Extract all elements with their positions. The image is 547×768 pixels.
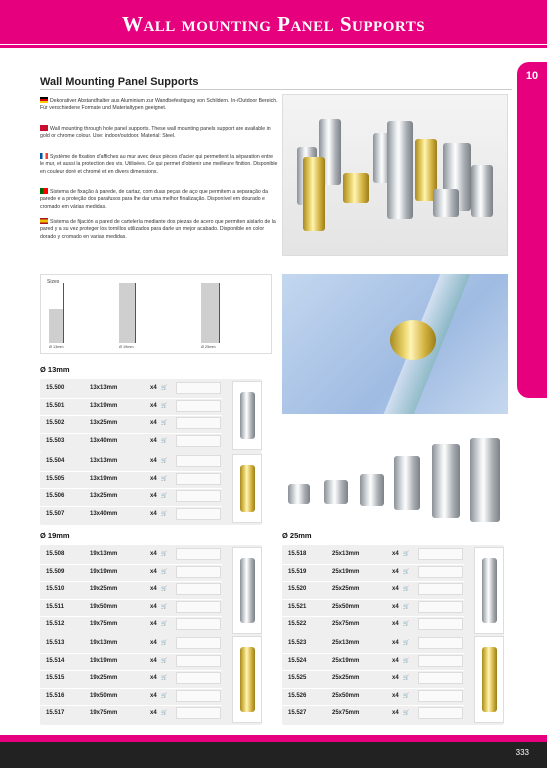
silver-support-icon bbox=[482, 558, 497, 623]
product-code: 15.508 bbox=[46, 551, 65, 557]
product-size: 19x75mm bbox=[90, 710, 118, 716]
order-quantity-field[interactable] bbox=[418, 655, 463, 667]
product-image bbox=[474, 636, 504, 723]
product-quantity: x4 bbox=[150, 621, 157, 627]
product-code: 15.527 bbox=[288, 710, 307, 716]
product-size: 19x75mm bbox=[90, 621, 118, 627]
cart-icon[interactable]: 🛒 bbox=[161, 420, 168, 426]
product-code: 15.505 bbox=[46, 475, 65, 482]
table-row bbox=[40, 600, 222, 614]
table-row bbox=[282, 617, 464, 631]
product-size: 25x19mm bbox=[332, 657, 360, 664]
product-quantity: x4 bbox=[392, 621, 399, 627]
description-text: Sistema de fixação à parede, de cartaz, com duas peças de aço que permitem a separação da parede e a proteção dos parafusos para lhe dar uma melhor finalização. Disponível em dourado e cromado em várias medidas. bbox=[40, 189, 269, 210]
description-en bbox=[40, 125, 278, 141]
size-caption: Ø 25mm bbox=[201, 345, 216, 349]
cart-icon[interactable]: 🛒 bbox=[403, 621, 410, 627]
description-fr bbox=[40, 153, 278, 176]
cart-icon[interactable]: 🛒 bbox=[403, 692, 410, 699]
cart-icon[interactable]: 🛒 bbox=[161, 385, 168, 391]
order-quantity-field[interactable] bbox=[176, 435, 221, 447]
product-size: 19x13mm bbox=[90, 551, 118, 557]
group-label-19: Ø 19mm bbox=[40, 531, 70, 540]
order-quantity-field[interactable] bbox=[176, 566, 221, 578]
product-quantity: x4 bbox=[150, 657, 157, 664]
product-code: 15.516 bbox=[46, 692, 65, 699]
gold-support-icon bbox=[240, 647, 255, 712]
order-quantity-field[interactable] bbox=[418, 548, 463, 560]
row-divider bbox=[40, 415, 222, 416]
product-photo-mounted bbox=[282, 274, 508, 414]
order-quantity-field[interactable] bbox=[176, 473, 221, 485]
size-diagram-13 bbox=[49, 283, 89, 343]
order-quantity-field[interactable] bbox=[176, 400, 221, 412]
cart-icon[interactable]: 🛒 bbox=[403, 640, 410, 646]
product-code: 15.504 bbox=[46, 458, 65, 464]
product-size: 19x50mm bbox=[90, 692, 118, 699]
product-quantity: x4 bbox=[392, 675, 399, 681]
product-image bbox=[232, 454, 262, 523]
product-image bbox=[232, 381, 262, 450]
product-code: 15.509 bbox=[46, 568, 65, 575]
product-photo-group bbox=[282, 94, 508, 256]
cart-icon[interactable]: 🛒 bbox=[161, 692, 168, 699]
size-caption: Ø 19mm bbox=[119, 345, 134, 349]
table-row bbox=[40, 582, 222, 596]
order-quantity-field[interactable] bbox=[176, 672, 221, 684]
section-tab[interactable] bbox=[517, 62, 547, 398]
product-size: 19x13mm bbox=[90, 640, 118, 646]
order-quantity-field[interactable] bbox=[176, 690, 221, 702]
group-label-25: Ø 25mm bbox=[282, 531, 312, 540]
product-quantity: x4 bbox=[150, 510, 157, 517]
row-divider bbox=[40, 398, 222, 399]
product-code: 15.517 bbox=[46, 710, 65, 716]
product-code: 15.526 bbox=[288, 692, 307, 699]
size-diagram-25 bbox=[201, 283, 241, 343]
product-quantity: x4 bbox=[150, 385, 157, 391]
product-size: 25x50mm bbox=[332, 692, 360, 699]
product-quantity: x4 bbox=[392, 551, 399, 557]
row-divider bbox=[40, 705, 222, 706]
cart-icon[interactable]: 🛒 bbox=[161, 510, 168, 517]
row-divider bbox=[40, 599, 222, 600]
table-row bbox=[282, 706, 464, 720]
product-quantity: x4 bbox=[392, 586, 399, 592]
table-row bbox=[40, 547, 222, 561]
row-divider bbox=[40, 471, 222, 472]
description-text: Sistema de fijación a pared de cartelería mediante dos piezas de acero que permiten aislarlo de la pared y a su vez proteger los tornillos utilizados para darle un mejor acabado. Disponible en color dorado y cromado en varias medidas. bbox=[40, 219, 276, 240]
order-quantity-field[interactable] bbox=[418, 707, 463, 719]
row-divider bbox=[282, 581, 464, 582]
product-code: 15.501 bbox=[46, 402, 65, 409]
cart-icon[interactable]: 🛒 bbox=[161, 603, 168, 610]
order-quantity-field[interactable] bbox=[176, 707, 221, 719]
cart-icon[interactable]: 🛒 bbox=[403, 586, 410, 592]
order-quantity-field[interactable] bbox=[176, 508, 221, 520]
cart-icon[interactable]: 🛒 bbox=[403, 675, 410, 681]
product-size: 25x13mm bbox=[332, 640, 360, 646]
order-quantity-field[interactable] bbox=[176, 618, 221, 630]
table-row bbox=[282, 671, 464, 685]
cart-icon[interactable]: 🛒 bbox=[403, 603, 410, 610]
product-quantity: x4 bbox=[150, 458, 157, 464]
order-quantity-field[interactable] bbox=[176, 382, 221, 394]
product-quantity: x4 bbox=[392, 640, 399, 646]
order-quantity-field[interactable] bbox=[176, 583, 221, 595]
product-size: 25x50mm bbox=[332, 603, 360, 610]
row-divider bbox=[40, 581, 222, 582]
order-quantity-field[interactable] bbox=[176, 455, 221, 467]
row-divider bbox=[282, 599, 464, 600]
table-row bbox=[282, 636, 464, 650]
header-rule bbox=[0, 45, 547, 48]
order-quantity-field[interactable] bbox=[418, 566, 463, 578]
product-code: 15.519 bbox=[288, 568, 307, 575]
product-code: 15.523 bbox=[288, 640, 307, 646]
row-divider bbox=[40, 564, 222, 565]
product-size: 13x40mm bbox=[90, 437, 118, 444]
order-quantity-field[interactable] bbox=[418, 618, 463, 630]
cart-icon[interactable]: 🛒 bbox=[161, 710, 168, 716]
order-quantity-field[interactable] bbox=[418, 672, 463, 684]
product-size: 13x25mm bbox=[90, 493, 118, 499]
product-code: 15.511 bbox=[46, 603, 65, 610]
table-row bbox=[40, 454, 222, 468]
description-pt bbox=[40, 188, 278, 211]
table-row bbox=[40, 689, 222, 703]
row-divider bbox=[282, 688, 464, 689]
product-size: 19x25mm bbox=[90, 586, 118, 592]
product-quantity: x4 bbox=[150, 437, 157, 444]
product-code: 15.503 bbox=[46, 437, 65, 444]
product-code: 15.524 bbox=[288, 657, 307, 664]
description-de bbox=[40, 97, 278, 113]
table-row bbox=[40, 472, 222, 486]
table-row bbox=[40, 671, 222, 685]
cart-icon[interactable]: 🛒 bbox=[403, 657, 410, 664]
product-quantity: x4 bbox=[150, 402, 157, 409]
cart-icon[interactable]: 🛒 bbox=[161, 475, 168, 482]
table-row bbox=[282, 654, 464, 668]
table-row bbox=[282, 600, 464, 614]
title-divider bbox=[40, 89, 512, 90]
table-row bbox=[40, 434, 222, 448]
cart-icon[interactable]: 🛒 bbox=[403, 710, 410, 716]
cart-icon[interactable]: 🛒 bbox=[161, 568, 168, 575]
product-quantity: x4 bbox=[150, 710, 157, 716]
group-label-13: Ø 13mm bbox=[40, 365, 70, 374]
order-quantity-field[interactable] bbox=[418, 690, 463, 702]
table-row bbox=[282, 689, 464, 703]
sizes-diagram bbox=[40, 274, 272, 354]
sizes-label: Sizes bbox=[47, 279, 60, 285]
description-es bbox=[40, 218, 278, 241]
product-size: 25x19mm bbox=[332, 568, 360, 575]
order-quantity-field[interactable] bbox=[176, 490, 221, 502]
row-divider bbox=[40, 616, 222, 617]
product-code: 15.518 bbox=[288, 551, 307, 557]
row-divider bbox=[40, 688, 222, 689]
product-quantity: x4 bbox=[150, 640, 157, 646]
row-divider bbox=[282, 705, 464, 706]
flag-es-icon bbox=[40, 218, 48, 224]
product-quantity: x4 bbox=[392, 603, 399, 610]
product-size: 25x75mm bbox=[332, 710, 360, 716]
product-code: 15.520 bbox=[288, 586, 307, 592]
product-quantity: x4 bbox=[150, 675, 157, 681]
gold-support-icon bbox=[482, 647, 497, 712]
cart-icon[interactable]: 🛒 bbox=[161, 657, 168, 664]
table-row bbox=[282, 547, 464, 561]
product-quantity: x4 bbox=[392, 657, 399, 664]
section-tab-number: 10 bbox=[525, 70, 539, 82]
row-divider bbox=[40, 433, 222, 434]
product-size: 13x19mm bbox=[90, 402, 118, 409]
product-code: 15.522 bbox=[288, 621, 307, 627]
product-code: 15.513 bbox=[46, 640, 65, 646]
table-row bbox=[40, 654, 222, 668]
silver-support-icon bbox=[240, 558, 255, 623]
cart-icon[interactable]: 🛒 bbox=[403, 568, 410, 575]
product-quantity: x4 bbox=[150, 603, 157, 610]
order-quantity-field[interactable] bbox=[418, 601, 463, 613]
cart-icon[interactable]: 🛒 bbox=[161, 675, 168, 681]
cart-icon[interactable]: 🛒 bbox=[403, 551, 410, 557]
product-code: 15.525 bbox=[288, 675, 307, 681]
row-divider bbox=[40, 488, 222, 489]
cart-icon[interactable]: 🛒 bbox=[161, 402, 168, 409]
order-quantity-field[interactable] bbox=[418, 583, 463, 595]
size-caption: Ø 13mm bbox=[49, 345, 64, 349]
footer-rule bbox=[0, 735, 547, 742]
order-quantity-field[interactable] bbox=[418, 637, 463, 649]
product-quantity: x4 bbox=[150, 586, 157, 592]
flag-pt-icon bbox=[40, 188, 48, 194]
product-quantity: x4 bbox=[150, 475, 157, 482]
order-quantity-field[interactable] bbox=[176, 655, 221, 667]
product-photo-sizes bbox=[282, 430, 508, 525]
product-size: 25x25mm bbox=[332, 586, 360, 592]
row-divider bbox=[282, 616, 464, 617]
table-row bbox=[40, 565, 222, 579]
product-size: 19x19mm bbox=[90, 657, 118, 664]
cart-icon[interactable]: 🛒 bbox=[161, 493, 168, 499]
table-row bbox=[40, 489, 222, 503]
product-code: 15.521 bbox=[288, 603, 307, 610]
product-quantity: x4 bbox=[150, 420, 157, 426]
product-size: 19x50mm bbox=[90, 603, 118, 610]
description-text: Wall mounting through hole panel supports. These wall mounting panels support are available in gold or chrome colour. Use: indoor/outdoor. Material: Steel. bbox=[40, 126, 271, 140]
product-size: 13x25mm bbox=[90, 420, 118, 426]
table-row bbox=[282, 565, 464, 579]
product-code: 15.515 bbox=[46, 675, 65, 681]
product-size: 19x19mm bbox=[90, 568, 118, 575]
product-code: 15.514 bbox=[46, 657, 65, 664]
cart-icon[interactable]: 🛒 bbox=[161, 586, 168, 592]
product-size: 13x19mm bbox=[90, 475, 118, 482]
footer-bar bbox=[0, 742, 547, 768]
silver-support-icon bbox=[240, 392, 255, 439]
cart-icon[interactable]: 🛒 bbox=[161, 551, 168, 557]
product-size: 13x13mm bbox=[90, 458, 118, 464]
product-code: 15.507 bbox=[46, 510, 65, 517]
product-size: 13x40mm bbox=[90, 510, 118, 517]
product-size: 13x13mm bbox=[90, 385, 118, 391]
product-code: 15.512 bbox=[46, 621, 65, 627]
page-number: 333 bbox=[515, 748, 529, 757]
header-bar bbox=[0, 0, 547, 44]
description-text: Dekorativer Abstandhalter aus Aluminium zur Wandbefestigung von Schildern. In-/Outdoor Bereich. Für verschiedene Formate und Materialtypen geeignet. bbox=[40, 98, 278, 112]
row-divider bbox=[40, 670, 222, 671]
page-title: Wall mounting Panel Supports bbox=[121, 12, 426, 36]
order-quantity-field[interactable] bbox=[176, 548, 221, 560]
order-quantity-field[interactable] bbox=[176, 417, 221, 429]
flag-fr-icon bbox=[40, 153, 48, 159]
order-quantity-field[interactable] bbox=[176, 637, 221, 649]
product-size: 25x25mm bbox=[332, 675, 360, 681]
table-row bbox=[40, 507, 222, 521]
gold-support-icon bbox=[240, 465, 255, 512]
description-text: Système de fixation d'affiches au mur avec deux pièces d'acier qui permettent la séparation entre le mur, et aussi la protection des vis. Utilisées. Ce qui permet d'obtenir une meilleure finition. Disponible en couleur doré et chromé et en divers dimensions. bbox=[40, 154, 278, 175]
order-quantity-field[interactable] bbox=[176, 601, 221, 613]
product-size: 25x75mm bbox=[332, 621, 360, 627]
table-row bbox=[40, 399, 222, 413]
product-image bbox=[474, 547, 504, 634]
product-size: 19x25mm bbox=[90, 675, 118, 681]
product-code: 15.502 bbox=[46, 420, 65, 426]
row-divider bbox=[282, 670, 464, 671]
product-quantity: x4 bbox=[150, 568, 157, 575]
product-quantity: x4 bbox=[150, 551, 157, 557]
product-code: 15.500 bbox=[46, 385, 65, 391]
table-row bbox=[40, 416, 222, 430]
cart-icon[interactable]: 🛒 bbox=[161, 640, 168, 646]
product-quantity: x4 bbox=[150, 493, 157, 499]
product-quantity: x4 bbox=[150, 692, 157, 699]
cart-icon[interactable]: 🛒 bbox=[161, 437, 168, 444]
product-quantity: x4 bbox=[392, 692, 399, 699]
product-code: 15.506 bbox=[46, 493, 65, 499]
cart-icon[interactable]: 🛒 bbox=[161, 458, 168, 464]
product-quantity: x4 bbox=[392, 710, 399, 716]
size-diagram-19 bbox=[119, 283, 159, 343]
product-quantity: x4 bbox=[392, 568, 399, 575]
product-code: 15.510 bbox=[46, 586, 65, 592]
product-image bbox=[232, 636, 262, 723]
row-divider bbox=[282, 564, 464, 565]
row-divider bbox=[282, 653, 464, 654]
flag-de-icon bbox=[40, 97, 48, 103]
product-image bbox=[232, 547, 262, 634]
table-row bbox=[40, 617, 222, 631]
table-row bbox=[282, 582, 464, 596]
cart-icon[interactable]: 🛒 bbox=[161, 621, 168, 627]
row-divider bbox=[40, 506, 222, 507]
table-row bbox=[40, 381, 222, 395]
table-row bbox=[40, 706, 222, 720]
section-title: Wall Mounting Panel Supports bbox=[40, 76, 199, 88]
table-row bbox=[40, 636, 222, 650]
flag-uk-icon bbox=[40, 125, 48, 131]
row-divider bbox=[40, 653, 222, 654]
product-size: 25x13mm bbox=[332, 551, 360, 557]
